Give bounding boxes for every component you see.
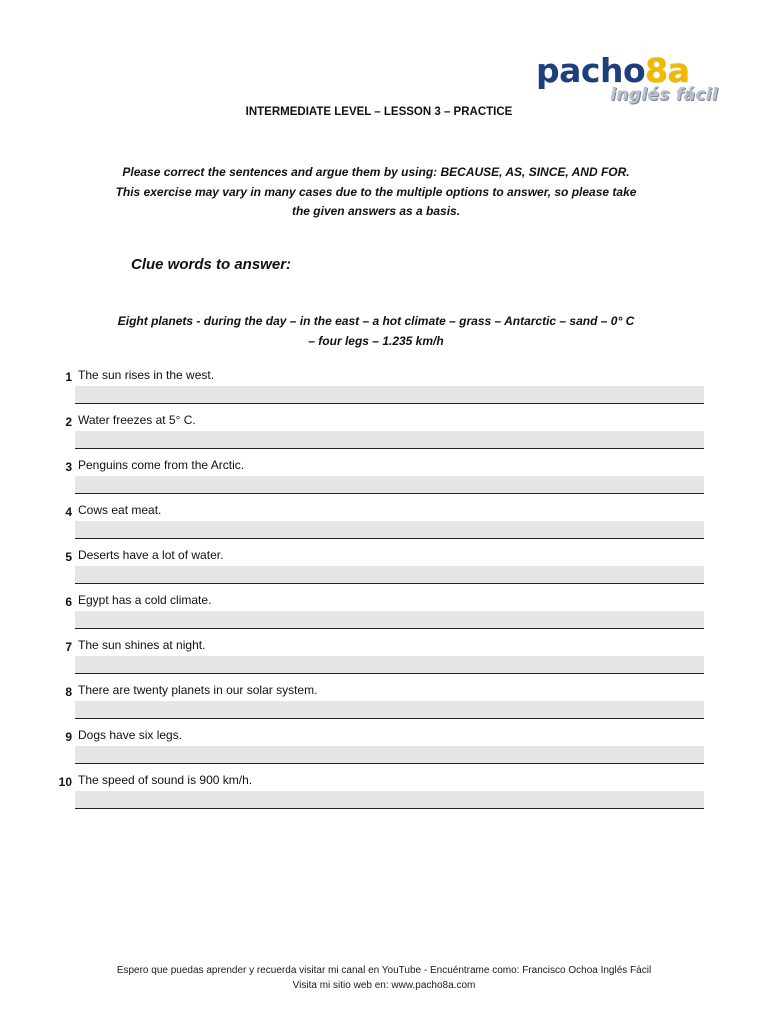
logo — [536, 52, 726, 110]
exercise-item — [0, 591, 768, 636]
exercise-sentence: There are twenty planets in our solar system. — [78, 683, 318, 697]
answer-line[interactable] — [75, 431, 704, 449]
exercise-sentence: The sun shines at night. — [78, 638, 206, 652]
answer-line[interactable] — [75, 566, 704, 584]
exercise-item — [0, 546, 768, 591]
answer-line[interactable] — [75, 476, 704, 494]
exercise-item — [0, 366, 768, 411]
exercise-sentence: Cows eat meat. — [78, 503, 162, 517]
exercise-item — [0, 411, 768, 456]
exercise-number: 8 — [65, 685, 72, 699]
exercise-item — [0, 636, 768, 681]
exercise-item — [0, 771, 768, 816]
clue-words — [112, 312, 640, 351]
clue-words-line-1: Eight planets - during the day – in the east – a hot climate – grass – Antarctic – sand – 0° C — [117, 314, 635, 328]
page-title: INTERMEDIATE LEVEL – LESSON 3 – PRACTICE — [245, 106, 513, 118]
exercise-item — [0, 456, 768, 501]
exercise-sentence: Deserts have a lot of water. — [78, 548, 224, 562]
exercise-number: 6 — [65, 595, 72, 609]
footer-youtube-note: Espero que puedas aprender y recuerda visitar mi canal en YouTube - Encuéntrame como: Francisco Ochoa Inglés Fácil — [116, 965, 652, 976]
exercise-number: 9 — [65, 730, 72, 744]
answer-line[interactable] — [75, 521, 704, 539]
answer-line[interactable] — [75, 386, 704, 404]
exercise-item — [0, 501, 768, 546]
clue-heading: Clue words to answer: — [131, 256, 292, 273]
logo-brand-main: pacho — [536, 51, 646, 90]
exercise-sentence: Egypt has a cold climate. — [78, 593, 212, 607]
footer — [0, 963, 768, 993]
answer-line[interactable] — [75, 746, 704, 764]
exercise-sentence: Dogs have six legs. — [78, 728, 183, 742]
exercise-item — [0, 681, 768, 726]
footer-website-note: Visita mi sitio web en: www.pacho8a.com — [292, 980, 476, 991]
answer-line[interactable] — [75, 611, 704, 629]
exercise-sentence: Penguins come from the Arctic. — [78, 458, 245, 472]
logo-tagline: inglés fácil — [610, 85, 718, 105]
exercise-number: 10 — [58, 775, 72, 789]
exercise-number: 4 — [65, 505, 72, 519]
exercise-sentence: The speed of sound is 900 km/h. — [78, 773, 253, 787]
exercise-number: 7 — [65, 640, 72, 654]
logo-brand-accent: 8a — [645, 51, 690, 90]
answer-line[interactable] — [75, 701, 704, 719]
answer-line[interactable] — [75, 656, 704, 674]
exercise-sentence: Water freezes at 5° C. — [78, 413, 196, 427]
exercise-item — [0, 726, 768, 771]
exercise-number: 5 — [65, 550, 72, 564]
clue-words-line-2: – four legs – 1.235 km/h — [308, 333, 444, 348]
answer-line[interactable] — [75, 791, 704, 809]
instructions: Please correct the sentences and argue them by using: BECAUSE, AS, SINCE, AND FOR. This exercise may vary in many cases due to the multiple options to answer, so please take the given answers as a basis. — [115, 165, 637, 218]
exercise-sentence: The sun rises in the west. — [78, 368, 215, 382]
exercise-number: 3 — [65, 460, 72, 474]
exercise-number: 1 — [65, 370, 72, 384]
exercise-number: 2 — [65, 415, 72, 429]
exercise-list — [0, 366, 768, 816]
